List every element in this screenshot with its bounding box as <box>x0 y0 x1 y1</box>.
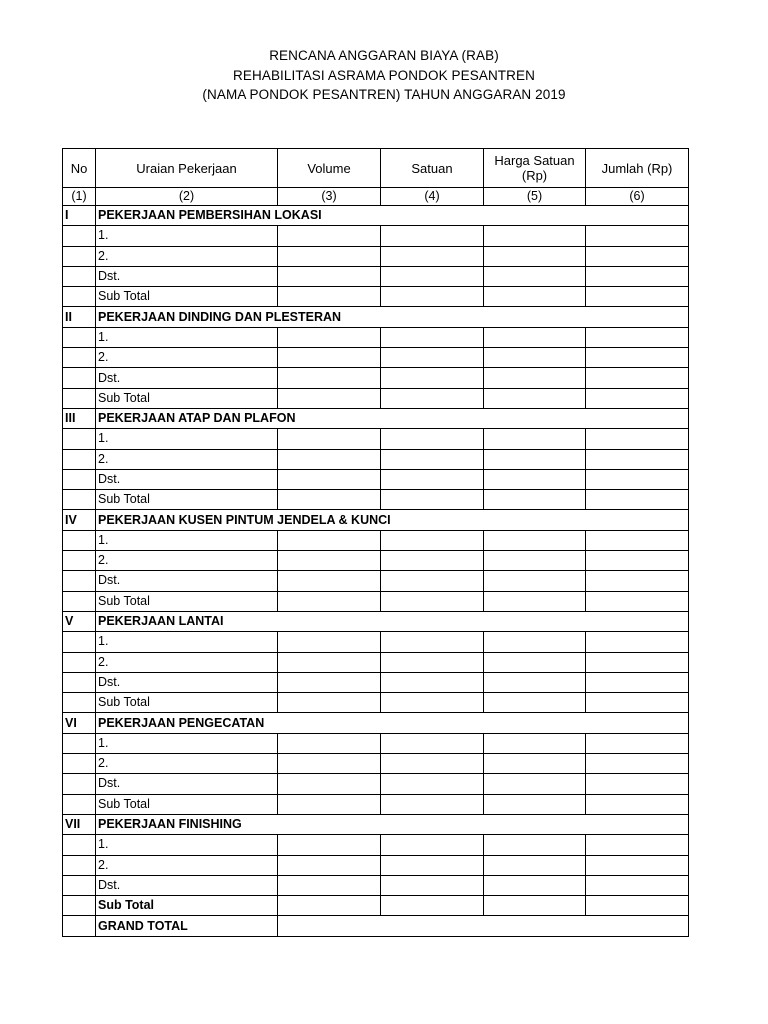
row-volume <box>278 875 381 895</box>
row-uraian: Sub Total <box>96 591 278 611</box>
row-uraian: Dst. <box>96 774 278 794</box>
title-line-3: (NAMA PONDOK PESANTREN) TAHUN ANGGARAN 2019 <box>202 87 566 102</box>
section-row <box>63 814 689 834</box>
row-jumlah <box>586 226 689 246</box>
section-title: PEKERJAAN KUSEN PINTUM JENDELA & KUNCI <box>96 510 278 530</box>
row-uraian: 2. <box>96 551 278 571</box>
row-jumlah <box>586 327 689 347</box>
table-row <box>63 246 689 266</box>
grand-total-empty-cell <box>586 916 689 936</box>
row-satuan <box>381 388 484 408</box>
row-satuan <box>381 490 484 510</box>
row-jumlah <box>586 530 689 550</box>
section-empty-cell <box>484 713 586 733</box>
row-volume <box>278 754 381 774</box>
row-jumlah <box>586 652 689 672</box>
row-satuan <box>381 632 484 652</box>
row-jumlah <box>586 368 689 388</box>
row-satuan <box>381 774 484 794</box>
row-harga-satuan <box>484 348 586 368</box>
row-jumlah <box>586 693 689 713</box>
row-jumlah <box>586 591 689 611</box>
row-harga-satuan <box>484 571 586 591</box>
colnum-1: (1) <box>63 188 96 206</box>
row-satuan <box>381 226 484 246</box>
table-row <box>63 368 689 388</box>
row-volume <box>278 287 381 307</box>
colnum-4: (4) <box>381 188 484 206</box>
table-row <box>63 388 689 408</box>
row-satuan <box>381 246 484 266</box>
row-volume <box>278 266 381 286</box>
row-volume <box>278 652 381 672</box>
row-volume <box>278 571 381 591</box>
section-no: II <box>63 307 96 327</box>
title-line-2: REHABILITASI ASRAMA PONDOK PESANTREN <box>233 67 535 83</box>
title-line-1: RENCANA ANGGARAN BIAYA (RAB) <box>269 48 499 63</box>
row-harga-satuan <box>484 855 586 875</box>
section-title: PEKERJAAN LANTAI <box>96 611 278 631</box>
row-no <box>63 693 96 713</box>
row-harga-satuan <box>484 774 586 794</box>
section-no: VII <box>63 814 96 834</box>
table-row <box>63 591 689 611</box>
row-jumlah <box>586 855 689 875</box>
table-row <box>63 469 689 489</box>
row-satuan <box>381 754 484 774</box>
row-uraian: Dst. <box>96 875 278 895</box>
section-no: I <box>63 206 96 226</box>
table-row <box>63 226 689 246</box>
grand-total-empty-cell <box>381 916 484 936</box>
row-satuan <box>381 469 484 489</box>
row-jumlah <box>586 429 689 449</box>
row-satuan <box>381 287 484 307</box>
row-uraian: 2. <box>96 449 278 469</box>
row-volume <box>278 368 381 388</box>
row-satuan <box>381 429 484 449</box>
section-empty-cell <box>278 713 381 733</box>
row-harga-satuan <box>484 530 586 550</box>
row-harga-satuan <box>484 632 586 652</box>
row-volume <box>278 429 381 449</box>
row-harga-satuan <box>484 266 586 286</box>
row-volume <box>278 388 381 408</box>
section-empty-cell <box>484 510 586 530</box>
table-row <box>63 348 689 368</box>
row-satuan <box>381 348 484 368</box>
row-no <box>63 855 96 875</box>
row-harga-satuan <box>484 794 586 814</box>
row-jumlah <box>586 348 689 368</box>
row-volume <box>278 794 381 814</box>
row-no <box>63 916 96 936</box>
row-no <box>63 794 96 814</box>
row-no <box>63 733 96 753</box>
section-empty-cell <box>381 611 484 631</box>
table-row <box>63 652 689 672</box>
row-uraian: 2. <box>96 348 278 368</box>
row-uraian: Sub Total <box>96 287 278 307</box>
section-no: V <box>63 611 96 631</box>
row-volume <box>278 530 381 550</box>
row-jumlah <box>586 672 689 692</box>
row-jumlah <box>586 246 689 266</box>
table-row <box>63 835 689 855</box>
table-row <box>63 490 689 510</box>
table-row <box>63 571 689 591</box>
row-jumlah <box>586 632 689 652</box>
row-volume <box>278 855 381 875</box>
row-harga-satuan <box>484 287 586 307</box>
section-title: PEKERJAAN PENGECATAN <box>96 713 278 733</box>
section-empty-cell <box>278 814 381 834</box>
section-title: PEKERJAAN FINISHING <box>96 814 278 834</box>
section-empty-cell <box>586 408 689 428</box>
table-row <box>63 266 689 286</box>
section-no: IV <box>63 510 96 530</box>
section-row <box>63 206 689 226</box>
table-row <box>63 794 689 814</box>
row-uraian: Sub Total <box>96 794 278 814</box>
row-uraian: 1. <box>96 835 278 855</box>
header-harga-satuan: Harga Satuan (Rp) <box>484 149 586 188</box>
table-row <box>63 774 689 794</box>
row-no <box>63 287 96 307</box>
header-no: No <box>63 149 96 188</box>
colnum-2: (2) <box>96 188 278 206</box>
row-harga-satuan <box>484 246 586 266</box>
section-empty-cell <box>586 611 689 631</box>
row-jumlah <box>586 287 689 307</box>
table-row <box>63 530 689 550</box>
row-volume <box>278 835 381 855</box>
row-no <box>63 591 96 611</box>
row-uraian: 1. <box>96 733 278 753</box>
row-uraian: Dst. <box>96 571 278 591</box>
row-uraian: 1. <box>96 429 278 449</box>
row-no <box>63 327 96 347</box>
grand-total-label: GRAND TOTAL <box>96 916 278 936</box>
section-empty-cell <box>484 206 586 226</box>
row-volume <box>278 469 381 489</box>
row-jumlah <box>586 266 689 286</box>
section-empty-cell <box>484 408 586 428</box>
row-jumlah <box>586 490 689 510</box>
row-volume <box>278 490 381 510</box>
header-row <box>63 149 689 188</box>
row-jumlah <box>586 794 689 814</box>
row-harga-satuan <box>484 368 586 388</box>
row-volume <box>278 449 381 469</box>
row-no <box>63 388 96 408</box>
row-no <box>63 490 96 510</box>
row-harga-satuan <box>484 429 586 449</box>
row-satuan <box>381 551 484 571</box>
table-row <box>63 449 689 469</box>
row-uraian: 2. <box>96 754 278 774</box>
section-empty-cell <box>586 307 689 327</box>
row-harga-satuan <box>484 551 586 571</box>
row-uraian: 1. <box>96 226 278 246</box>
row-harga-satuan <box>484 693 586 713</box>
row-volume <box>278 632 381 652</box>
section-row <box>63 713 689 733</box>
row-uraian: Dst. <box>96 672 278 692</box>
document-title <box>0 46 768 105</box>
header-satuan: Satuan <box>381 149 484 188</box>
section-title: PEKERJAAN DINDING DAN PLESTERAN <box>96 307 278 327</box>
section-no: III <box>63 408 96 428</box>
row-volume <box>278 672 381 692</box>
section-no: VI <box>63 713 96 733</box>
section-row <box>63 307 689 327</box>
row-satuan <box>381 449 484 469</box>
row-uraian: Sub Total <box>96 693 278 713</box>
row-volume <box>278 896 381 916</box>
row-no <box>63 551 96 571</box>
row-jumlah <box>586 774 689 794</box>
row-no <box>63 754 96 774</box>
section-empty-cell <box>586 814 689 834</box>
row-harga-satuan <box>484 388 586 408</box>
section-empty-cell <box>381 408 484 428</box>
row-no <box>63 449 96 469</box>
table-row <box>63 551 689 571</box>
row-satuan <box>381 327 484 347</box>
row-uraian: 1. <box>96 327 278 347</box>
row-uraian: Dst. <box>96 266 278 286</box>
table-row <box>63 896 689 916</box>
row-satuan <box>381 733 484 753</box>
row-uraian: Sub Total <box>96 490 278 510</box>
section-empty-cell <box>586 713 689 733</box>
row-volume <box>278 591 381 611</box>
row-jumlah <box>586 388 689 408</box>
row-no <box>63 226 96 246</box>
section-empty-cell <box>381 307 484 327</box>
header-jumlah: Jumlah (Rp) <box>586 149 689 188</box>
row-satuan <box>381 266 484 286</box>
row-satuan <box>381 530 484 550</box>
row-jumlah <box>586 754 689 774</box>
row-no <box>63 266 96 286</box>
row-no <box>63 835 96 855</box>
row-volume <box>278 733 381 753</box>
row-satuan <box>381 693 484 713</box>
row-uraian: Dst. <box>96 469 278 489</box>
row-jumlah <box>586 896 689 916</box>
table-row <box>63 287 689 307</box>
row-harga-satuan <box>484 327 586 347</box>
row-jumlah <box>586 551 689 571</box>
table-row <box>63 875 689 895</box>
row-uraian: 2. <box>96 652 278 672</box>
row-harga-satuan <box>484 591 586 611</box>
row-no <box>63 896 96 916</box>
section-empty-cell <box>381 713 484 733</box>
row-uraian: Sub Total <box>96 896 278 916</box>
row-harga-satuan <box>484 226 586 246</box>
row-no <box>63 652 96 672</box>
grand-total-row <box>63 916 689 936</box>
row-no <box>63 530 96 550</box>
row-satuan <box>381 875 484 895</box>
row-satuan <box>381 896 484 916</box>
row-satuan <box>381 672 484 692</box>
row-satuan <box>381 855 484 875</box>
rab-table <box>62 148 689 937</box>
colnum-6: (6) <box>586 188 689 206</box>
row-no <box>63 469 96 489</box>
row-volume <box>278 348 381 368</box>
section-title: PEKERJAAN ATAP DAN PLAFON <box>96 408 278 428</box>
table-row <box>63 672 689 692</box>
row-uraian: 2. <box>96 855 278 875</box>
section-empty-cell <box>484 307 586 327</box>
row-no <box>63 875 96 895</box>
section-row <box>63 611 689 631</box>
row-uraian: 1. <box>96 530 278 550</box>
row-volume <box>278 774 381 794</box>
row-no <box>63 571 96 591</box>
colnum-3: (3) <box>278 188 381 206</box>
row-no <box>63 246 96 266</box>
row-satuan <box>381 835 484 855</box>
row-jumlah <box>586 469 689 489</box>
table-row <box>63 693 689 713</box>
row-no <box>63 774 96 794</box>
row-uraian: 1. <box>96 632 278 652</box>
row-no <box>63 632 96 652</box>
table-row <box>63 327 689 347</box>
row-satuan <box>381 652 484 672</box>
table-row <box>63 855 689 875</box>
row-volume <box>278 551 381 571</box>
header-volume: Volume <box>278 149 381 188</box>
column-number-row <box>63 188 689 206</box>
section-empty-cell <box>278 611 381 631</box>
row-no <box>63 429 96 449</box>
row-harga-satuan <box>484 449 586 469</box>
table-row <box>63 754 689 774</box>
section-empty-cell <box>381 814 484 834</box>
row-uraian: 2. <box>96 246 278 266</box>
row-satuan <box>381 368 484 388</box>
section-empty-cell <box>381 510 484 530</box>
row-satuan <box>381 591 484 611</box>
row-no <box>63 348 96 368</box>
row-harga-satuan <box>484 469 586 489</box>
row-satuan <box>381 571 484 591</box>
row-volume <box>278 327 381 347</box>
row-volume <box>278 226 381 246</box>
table-row <box>63 733 689 753</box>
row-jumlah <box>586 875 689 895</box>
row-jumlah <box>586 571 689 591</box>
grand-total-empty-cell <box>278 916 381 936</box>
table-row <box>63 632 689 652</box>
row-satuan <box>381 794 484 814</box>
row-volume <box>278 693 381 713</box>
header-uraian: Uraian Pekerjaan <box>96 149 278 188</box>
section-empty-cell <box>586 206 689 226</box>
row-harga-satuan <box>484 754 586 774</box>
section-title: PEKERJAAN PEMBERSIHAN LOKASI <box>96 206 278 226</box>
section-empty-cell <box>484 611 586 631</box>
row-uraian: Dst. <box>96 368 278 388</box>
section-row <box>63 408 689 428</box>
row-harga-satuan <box>484 733 586 753</box>
grand-total-empty-cell <box>484 916 586 936</box>
row-volume <box>278 246 381 266</box>
table-row <box>63 429 689 449</box>
section-row <box>63 510 689 530</box>
colnum-5: (5) <box>484 188 586 206</box>
section-empty-cell <box>381 206 484 226</box>
row-harga-satuan <box>484 875 586 895</box>
row-jumlah <box>586 733 689 753</box>
row-jumlah <box>586 449 689 469</box>
row-harga-satuan <box>484 835 586 855</box>
row-no <box>63 672 96 692</box>
row-harga-satuan <box>484 672 586 692</box>
row-no <box>63 368 96 388</box>
row-jumlah <box>586 835 689 855</box>
section-empty-cell <box>586 510 689 530</box>
section-empty-cell <box>484 814 586 834</box>
row-harga-satuan <box>484 652 586 672</box>
row-uraian: Sub Total <box>96 388 278 408</box>
row-harga-satuan <box>484 490 586 510</box>
row-harga-satuan <box>484 896 586 916</box>
